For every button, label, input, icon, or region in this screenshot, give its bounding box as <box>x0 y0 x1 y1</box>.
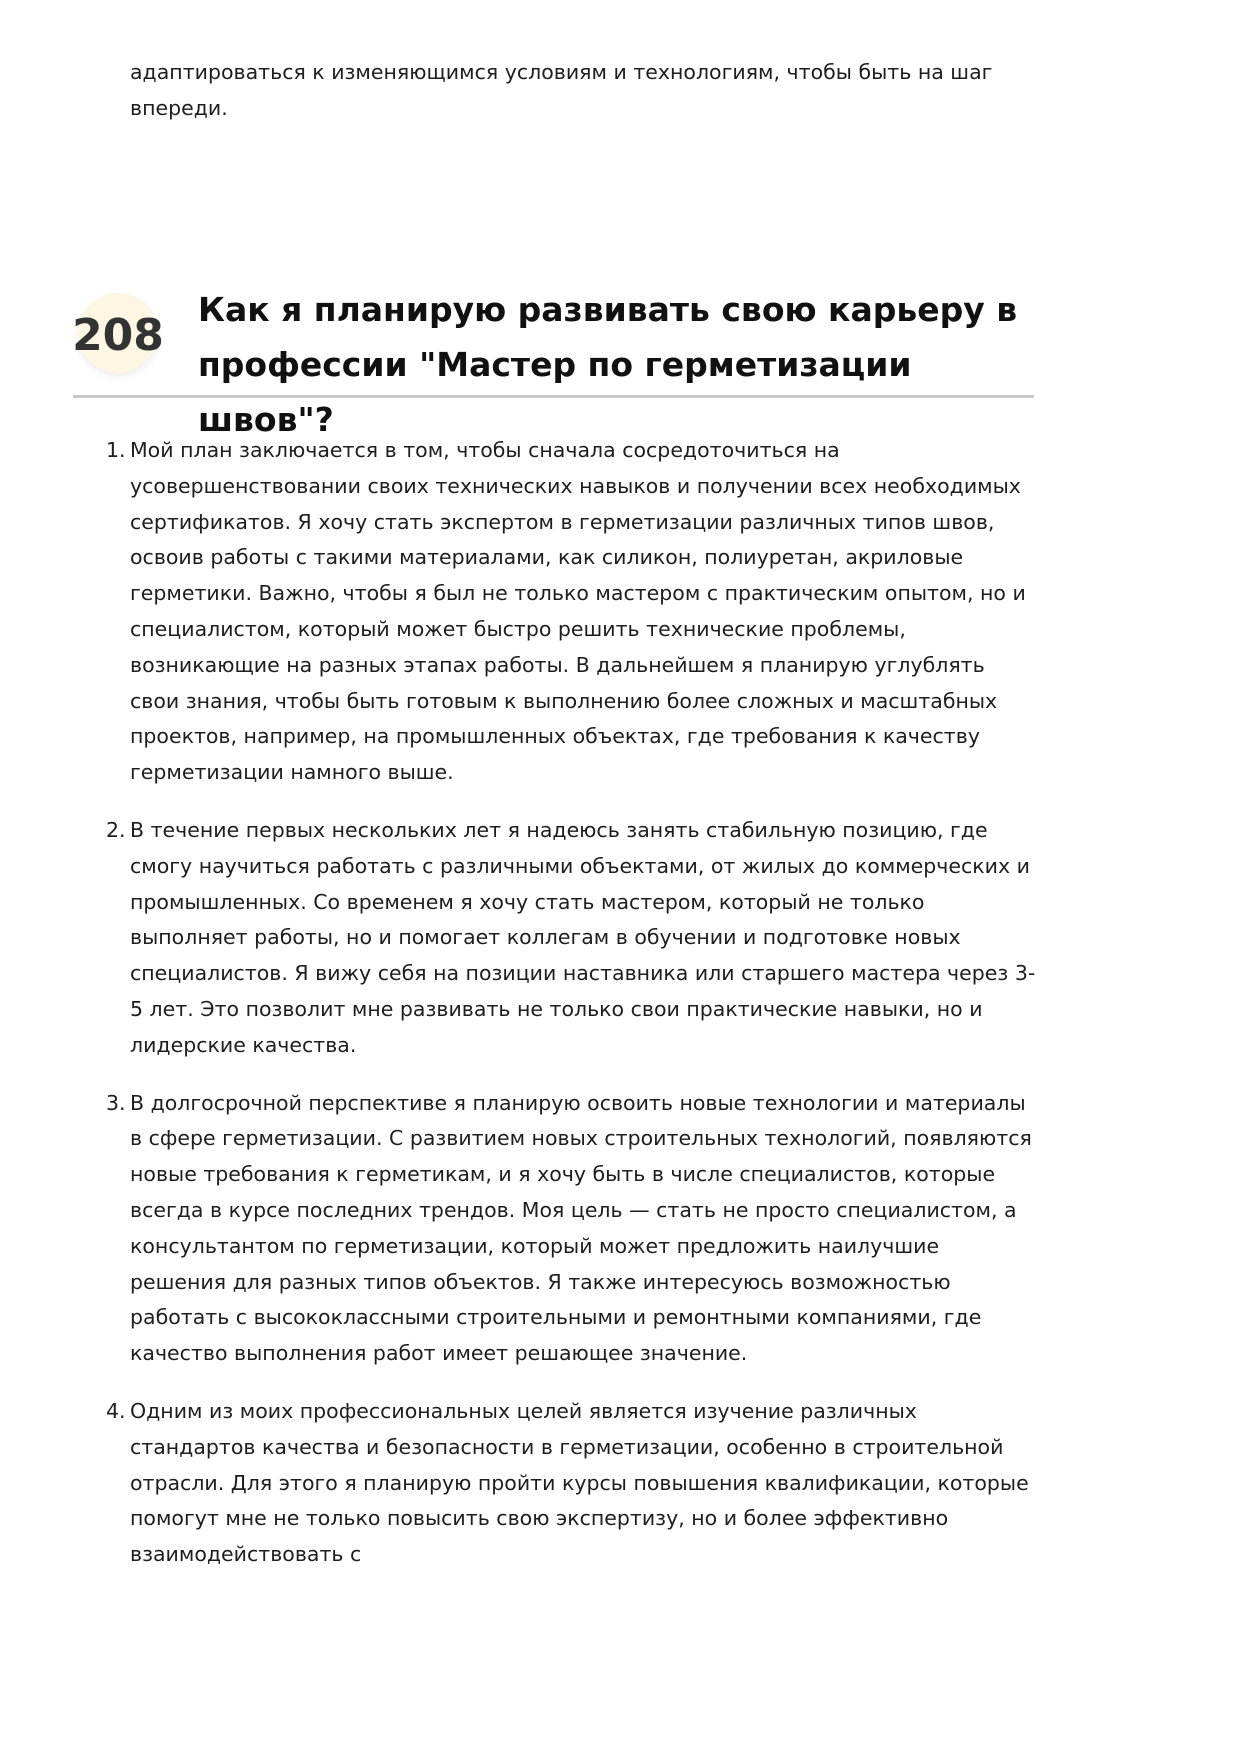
list-item <box>106 1394 1040 1573</box>
list-number: 2. <box>106 817 126 842</box>
list-item-text: Одним из моих профессиональных целей является изучение различных стандартов качества и безопасности в герметизации, особенно в строительной отрасли. Для этого я планирую пройти курсы повышения квалификации, которые помогут мне не только повысить свою экспертизу, но и более эффективно взаимодействовать с <box>130 1398 1029 1567</box>
heading-divider <box>73 395 1034 398</box>
intro-paragraph: адаптироваться к изменяющимся условиям и технологиям, чтобы быть на шаг впереди. <box>130 60 993 120</box>
list-item <box>106 1086 1040 1372</box>
list-item-text: В течение первых нескольких лет я надеюсь занять стабильную позицию, где смогу научиться работать с различными объектами, от жилых до коммерческих и промышленных. Со временем я хочу стать мастером, который не только выполняет работы, но и помогает коллегам в обучении и подготовке новых специалистов. Я вижу себя на позиции наставника или старшего мастера через 3-5 лет. Это позволит мне развивать не только свои практические навыки, но и лидерские качества. <box>130 817 1036 1057</box>
list-item-text: В долгосрочной перспективе я планирую освоить новые технологии и материалы в сфере герметизации. С развитием новых строительных технологий, появляются новые требования к герметикам, и я хочу быть в числе специалистов, которые всегда в курсе последних трендов. Моя цель — стать не просто специалистом, а консультантом по герметизации, который может предложить наилучшие решения для разных типов объектов. Я также интересуюсь возможностью работать с высококлассными строительными и ремонтными компаниями, где качество выполнения работ имеет решающее значение. <box>130 1090 1032 1366</box>
section-heading: Как я планирую развивать свою карьеру в профессии "Мастер по герметизации швов"? <box>198 290 1018 439</box>
list-number: 3. <box>106 1090 126 1115</box>
question-number: 208 <box>72 310 164 361</box>
list-number: 4. <box>106 1398 126 1423</box>
list-item-text: Мой план заключается в том, чтобы сначала сосредоточиться на усовершенствовании своих технических навыков и получении всех необходимых сертификатов. Я хочу стать экспертом в герметизации различных типов швов, освоив работы с такими материалами, как силикон, полиуретан, акриловые герметики. Важно, чтобы я был не только мастером с практическим опытом, но и специалистом, который может быстро решить технические проблемы, возникающие на разных этапах работы. В дальнейшем я планирую углублять свои знания, чтобы быть готовым к выполнению более сложных и масштабных проектов, например, на промышленных объектах, где требования к качеству герметизации намного выше. <box>130 438 1026 785</box>
answer-list <box>106 433 1040 1595</box>
list-number: 1. <box>106 438 126 462</box>
list-item <box>106 433 1040 791</box>
list-item <box>106 813 1040 1064</box>
